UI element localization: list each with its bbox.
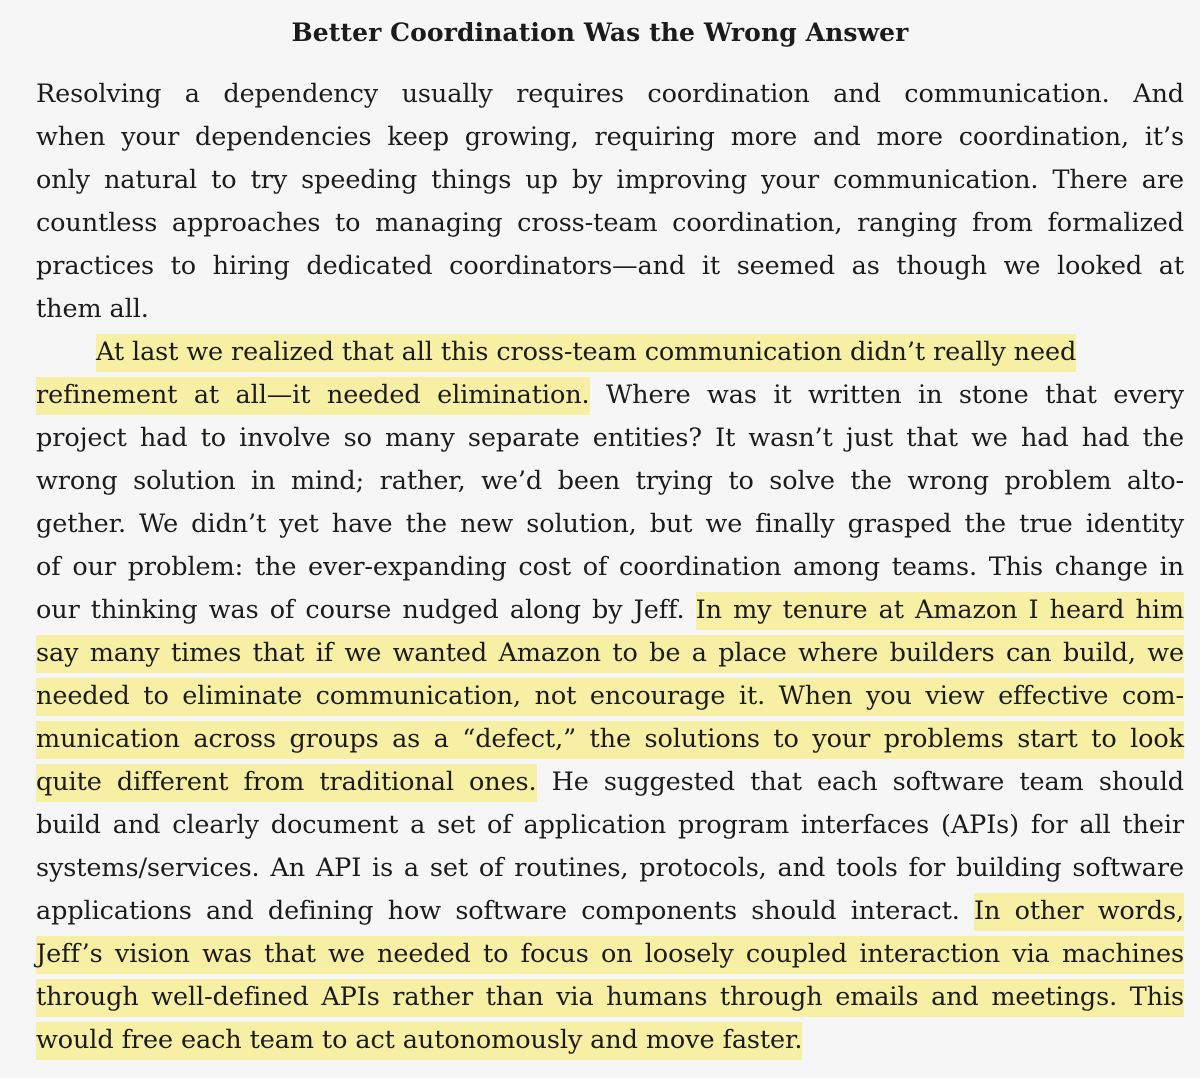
text-segment: practices to hiring dedicated coordinators—and it seemed as though we looked at	[36, 251, 1184, 281]
text-segment: our thinking was of course nudged along by Jeff.	[36, 595, 696, 625]
text-line	[36, 761, 1184, 804]
text-segment: them all.	[36, 294, 149, 324]
text-line	[36, 202, 1184, 245]
text-segment: when your dependencies keep growing, requiring more and more coordination, it’s	[36, 122, 1184, 152]
text-segment: build and clearly document a set of application program interfaces (APIs) for all their	[36, 810, 1184, 840]
text-line	[36, 245, 1184, 288]
text-segment: He suggested that each software team should	[536, 767, 1185, 797]
text-line	[36, 976, 1184, 1019]
highlighted-text: through well-defined APIs rather than via humans through emails and meetings. This	[36, 979, 1184, 1017]
text-line	[36, 718, 1184, 761]
text-segment: Where was it written in stone that every	[589, 380, 1184, 410]
highlighted-text: At last we realized that all this cross-team communication didn’t really need	[96, 334, 1076, 372]
highlighted-text: would free each team to act autonomously and move faster.	[36, 1022, 802, 1060]
text-segment: only natural to try speeding things up by improving your communication. There are	[36, 165, 1184, 195]
text-segment: project had to involve so many separate entities? It wasn’t just that we had had the	[36, 423, 1184, 453]
text-line	[36, 546, 1184, 589]
highlighted-text: Jeff’s vision was that we needed to focus on loosely coupled interaction via machines	[36, 936, 1184, 974]
text-line	[36, 460, 1184, 503]
highlighted-text: say many times that if we wanted Amazon to be a place where builders can build, we	[36, 635, 1184, 673]
text-segment: systems/services. An API is a set of routines, protocols, and tools for building software	[36, 853, 1184, 883]
text-line	[36, 890, 1184, 933]
text-segment: wrong solution in mind; rather, we’d been trying to solve the wrong problem alto-	[36, 466, 1184, 496]
text-line	[36, 804, 1184, 847]
highlighted-text: refinement at all—it needed elimination.	[36, 377, 590, 415]
text-segment: applications and defining how software components should interact.	[36, 896, 975, 926]
highlighted-text: In my tenure at Amazon I heard him	[696, 592, 1184, 630]
text-line	[36, 503, 1184, 546]
text-line	[96, 331, 1184, 374]
text-line	[36, 417, 1184, 460]
text-line	[36, 288, 149, 331]
text-line	[36, 374, 1184, 417]
text-line	[36, 1019, 802, 1062]
text-segment: Resolving a dependency usually requires coordination and communication. And	[36, 79, 1184, 109]
text-segment: gether. We didn’t yet have the new solution, but we finally grasped the true identity	[36, 509, 1184, 539]
text-line	[36, 933, 1184, 976]
text-line	[36, 73, 1184, 116]
text-line	[36, 159, 1184, 202]
text-segment: countless approaches to managing cross-team coordination, ranging from formalized	[36, 208, 1184, 238]
highlighted-text: quite different from traditional ones.	[36, 764, 537, 802]
section-heading: Better Coordination Was the Wrong Answer	[291, 18, 909, 47]
text-line	[36, 675, 1184, 718]
text-line	[36, 847, 1184, 890]
highlighted-text: needed to eliminate communication, not encourage it. When you view effective com-	[36, 678, 1184, 716]
text-line	[36, 116, 1184, 159]
highlighted-text: In other words,	[974, 893, 1184, 931]
text-segment: of our problem: the ever-expanding cost of coordination among teams. This change in	[36, 552, 1184, 582]
text-line	[36, 589, 1184, 632]
text-line	[36, 632, 1184, 675]
highlighted-text: munication across groups as a “defect,” the solutions to your problems start to look	[36, 721, 1184, 759]
